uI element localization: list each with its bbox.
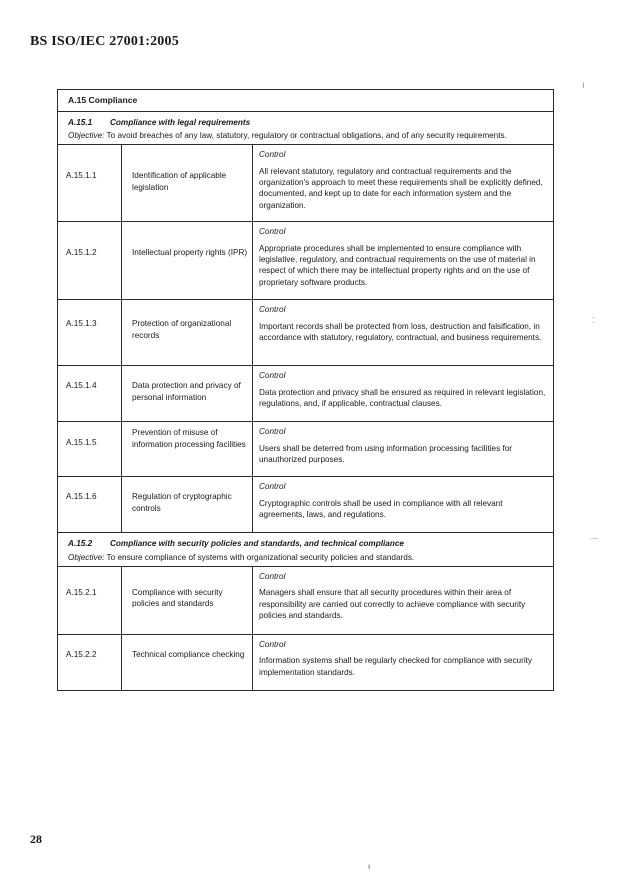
- control-row: [58, 635, 554, 691]
- control-ref: A.15.1.4: [66, 381, 97, 391]
- control-text: Information systems shall be regularly checked for compliance with security implementation standards.: [259, 656, 533, 677]
- control-ref-cell: [58, 567, 122, 635]
- control-desc-cell: [253, 145, 554, 222]
- control-row: [58, 222, 554, 300]
- control-ref: A.15.1.1: [66, 171, 97, 181]
- control-row: [58, 366, 554, 422]
- control-name-cell: [122, 222, 253, 300]
- control-name: Technical compliance checking: [132, 650, 245, 660]
- control-ref: A.15.1.6: [66, 492, 97, 502]
- section-row: [58, 90, 554, 112]
- clause-heading-row: [58, 533, 554, 552]
- control-text: Cryptographic controls shall be used in compliance with all relevant agreements, laws, and regulations.: [259, 498, 503, 520]
- control-text: Important records shall be protected from loss, destruction and falsification, in accordance with statutory, regulatory, contractual, and business requirements.: [259, 321, 542, 343]
- control-label: Control: [259, 150, 286, 160]
- control-ref-cell: [58, 222, 122, 300]
- control-label: Control: [259, 640, 286, 650]
- control-ref: A.15.1.5: [66, 438, 97, 448]
- control-name-cell: [122, 567, 253, 635]
- control-name-cell: [122, 422, 253, 477]
- compliance-controls-table: [57, 89, 554, 691]
- control-name-cell: [122, 635, 253, 691]
- control-text: Data protection and privacy shall be ensured as required in relevant legislation, regulations, and, if applicable, contractual clauses.: [259, 387, 546, 409]
- control-label: Control: [259, 482, 286, 492]
- clause-number: A.15.2: [68, 539, 93, 549]
- control-ref-cell: [58, 422, 122, 477]
- objective-row: [58, 130, 554, 145]
- objective-label: Objective:: [68, 552, 105, 562]
- control-label: Control: [259, 427, 286, 437]
- section-title: A.15 Compliance: [58, 90, 554, 112]
- control-ref: A.15.2.1: [66, 588, 97, 598]
- document-header: BS ISO/IEC 27001:2005: [30, 34, 179, 49]
- control-desc-cell: [253, 300, 554, 366]
- control-name-cell: [122, 145, 253, 222]
- control-row: [58, 477, 554, 533]
- control-text: Users shall be deterred from using information processing facilities for unauthorized purposes.: [259, 443, 513, 465]
- control-ref-cell: [58, 635, 122, 691]
- control-desc-cell: [253, 635, 554, 691]
- clause-heading: [58, 111, 554, 130]
- control-row: [58, 422, 554, 477]
- objective-row: [58, 552, 554, 567]
- control-text: Managers shall ensure that all security procedures within their area of responsibility are carried out correctly to achieve compliance with security policies and standards.: [259, 588, 526, 621]
- clause-heading-row: [58, 111, 554, 130]
- control-name: Identification of applicable legislation: [132, 171, 227, 192]
- control-ref: A.15.2.2: [66, 650, 97, 660]
- control-name: Intellectual property rights (IPR): [132, 248, 248, 258]
- control-row: [58, 145, 554, 222]
- control-name-cell: [122, 477, 253, 533]
- objective-label: Objective:: [68, 131, 105, 141]
- control-label: Control: [259, 305, 286, 315]
- control-desc-cell: [253, 222, 554, 300]
- control-name: Regulation of cryptographic controls: [132, 492, 232, 513]
- clause-objective: [58, 130, 554, 145]
- scan-speck-mark: ⁚: [592, 316, 595, 325]
- scan-speck-mark: ı: [368, 862, 371, 871]
- clause-title: Compliance with legal requirements: [110, 117, 251, 127]
- clause-number: A.15.1: [68, 117, 93, 127]
- control-row: [58, 567, 554, 635]
- control-desc-cell: [253, 477, 554, 533]
- control-desc-cell: [253, 366, 554, 422]
- objective-text: To ensure compliance of systems with organizational security policies and standards.: [106, 552, 415, 562]
- scan-speck-mark: ı: [582, 80, 585, 91]
- control-ref: A.15.1.2: [66, 248, 97, 258]
- objective-text: To avoid breaches of any law, statutory, regulatory or contractual obligations, and of any security requirements.: [106, 131, 507, 141]
- control-name: Prevention of misuse of information processing facilities: [132, 428, 246, 449]
- clause-heading: [58, 533, 554, 552]
- control-label: Control: [259, 572, 286, 582]
- control-name-cell: [122, 300, 253, 366]
- control-name: Data protection and privacy of personal information: [132, 381, 241, 402]
- control-name-cell: [122, 366, 253, 422]
- control-ref-cell: [58, 366, 122, 422]
- control-ref: A.15.1.3: [66, 319, 97, 329]
- page-number: 28: [30, 832, 42, 846]
- control-ref-cell: [58, 300, 122, 366]
- control-text: All relevant statutory, regulatory and contractual requirements and the organization's approach to meet these requirements shall be explicitly defined, documented, and kept up to date for each information system and the organization.: [259, 166, 543, 210]
- control-name: Compliance with security policies and standards: [132, 588, 223, 609]
- control-row: [58, 300, 554, 366]
- control-label: Control: [259, 227, 286, 237]
- control-label: Control: [259, 371, 286, 381]
- clause-title: Compliance with security policies and standards, and technical compliance: [110, 539, 404, 549]
- control-desc-cell: [253, 422, 554, 477]
- scan-speck-mark: ⌒: [590, 538, 600, 548]
- control-ref-cell: [58, 477, 122, 533]
- control-desc-cell: [253, 567, 554, 635]
- control-ref-cell: [58, 145, 122, 222]
- control-name: Protection of organizational records: [132, 319, 232, 340]
- control-text: Appropriate procedures shall be implemented to ensure compliance with legislative, regulatory, and contractual requirements on the use of material in respect of which there may be intellectual property rights and on the use of proprietary software products.: [259, 243, 536, 287]
- clause-objective: [58, 552, 554, 567]
